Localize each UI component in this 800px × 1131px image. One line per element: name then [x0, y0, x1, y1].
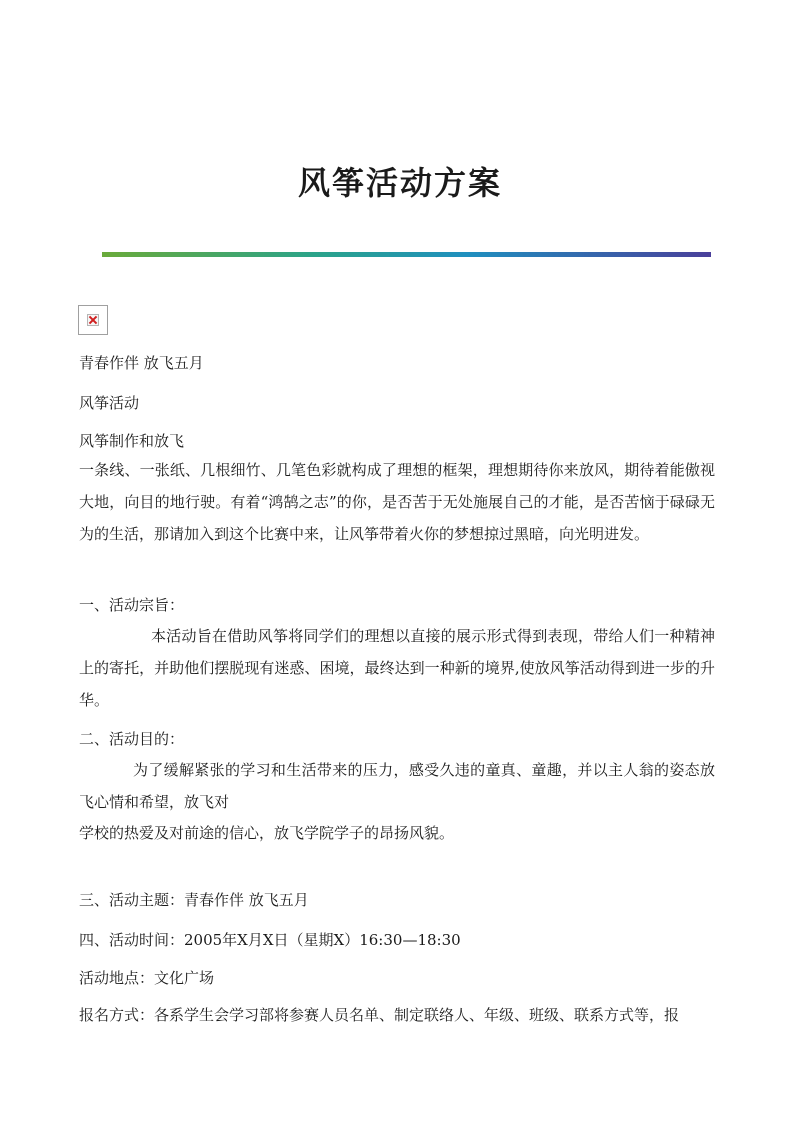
image-error-icon — [87, 314, 99, 326]
activity-subtitle: 风筝制作和放飞 — [79, 432, 185, 450]
location-line: 活动地点：文化广场 — [79, 969, 215, 987]
section4-time: 四、活动时间：2005年X月X日（星期X）16:30—18:30 — [79, 931, 461, 949]
page-title: 风筝活动方案 — [297, 164, 502, 202]
section2-body: 为了缓解紧张的学习和生活带来的压力，感受久违的童真、童趣，并以主人翁的姿态放飞心情和希望，放飞对 — [79, 761, 715, 811]
registration-line: 报名方式：各系学生会学习部将参赛人员名单、制定联络人、年级、班级、联系方式等，报 — [79, 1006, 680, 1024]
section1-body: 本活动旨在借助风筝将同学们的理想以直接的展示形式得到表现，带给人们一种精神上的寄托，并助他们摆脱现有迷惑、困境，最终达到一种新的境界,使放风筝活动得到进一步的升华。 — [79, 627, 715, 709]
intro-paragraph: 一条线、一张纸、几根细竹、几笔色彩就构成了理想的框架，理想期待你来放风，期待着能傲视大地，向目的地行驶。有着“鸿鹄之志”的你，是否苦于无处施展自己的才能，是否苦恼于碌碌无为的生活，那请加入到这个比赛中来，让风筝带着火你的梦想掠过黑暗，向光明进发。 — [79, 461, 715, 543]
theme-line: 青春作伴 放飞五月 — [79, 354, 204, 372]
section3-theme: 三、活动主题：青春作伴 放飞五月 — [79, 891, 309, 909]
section2-heading: 二、活动目的： — [79, 730, 185, 748]
section2-body-continued: 学校的热爱及对前途的信心，放飞学院学子的昂扬风貌。 — [79, 824, 455, 842]
title-divider — [102, 252, 711, 257]
activity-name: 风筝活动 — [79, 394, 140, 412]
section1-heading: 一、活动宗旨： — [79, 596, 185, 614]
broken-image-icon — [78, 305, 108, 335]
